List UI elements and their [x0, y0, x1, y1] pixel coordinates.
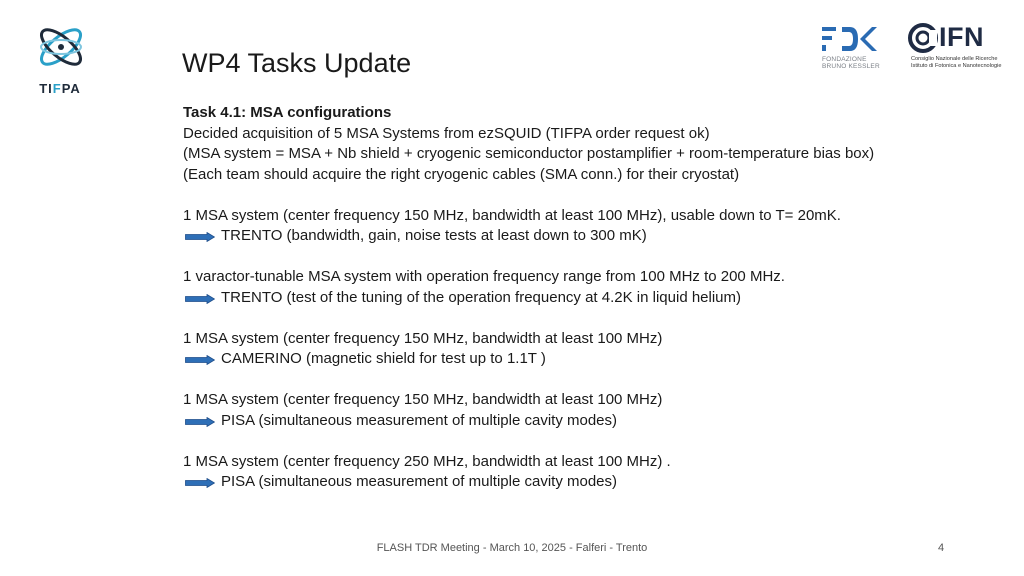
slide-footer: FLASH TDR Meeting - March 10, 2025 - Falferi - Trento	[376, 542, 648, 554]
page-number: 4	[938, 542, 945, 554]
cnr-emblem-icon	[907, 22, 939, 54]
blank-line	[183, 370, 983, 391]
right-arrow-icon	[185, 232, 215, 242]
system-item	[183, 452, 983, 493]
system-assignment	[183, 411, 983, 432]
system-assignment	[183, 226, 983, 247]
system-assignment	[183, 288, 983, 309]
right-arrow-icon	[185, 294, 215, 304]
fbk-mark-icon	[820, 24, 878, 54]
blank-line	[183, 185, 983, 206]
system-item	[183, 329, 983, 370]
slide-title: WP4 Tasks Update	[182, 48, 412, 78]
tifpa-wordmark: TIFPA	[39, 81, 81, 96]
system-assignment	[183, 472, 983, 493]
system-description: 1 MSA system (center frequency 250 MHz, bandwidth at least 100 MHz) .	[183, 452, 671, 470]
assignment-text: PISA (simultaneous measurement of multiple cavity modes)	[221, 411, 617, 429]
right-arrow-icon	[185, 417, 215, 427]
assignment-text: TRENTO (test of the tuning of the operation frequency at 4.2K in liquid helium)	[221, 288, 742, 306]
assignment-text: TRENTO (bandwidth, gain, noise tests at least down to 300 mK)	[221, 227, 647, 244]
system-description: 1 MSA system (center frequency 150 MHz, bandwidth at least 100 MHz), usable down to T= 20mK.	[183, 206, 841, 224]
tifpa-logo	[30, 18, 92, 100]
slide-content	[183, 103, 983, 493]
blank-line	[183, 247, 983, 268]
system-description: 1 varactor-tunable MSA system with operation frequency range from 100 MHz to 200 MHz.	[183, 268, 785, 285]
task-heading: Task 4.1: MSA configurations	[183, 104, 392, 121]
assignment-text: PISA (simultaneous measurement of multiple cavity modes)	[221, 473, 617, 490]
system-item	[183, 390, 983, 431]
system-assignment	[183, 349, 983, 370]
intro-line: (Each team should acquire the right cryogenic cables (SMA conn.) for their cryostat)	[183, 165, 740, 183]
blank-line	[183, 308, 983, 329]
right-arrow-icon	[185, 478, 215, 488]
intro-line: (MSA system = MSA + Nb shield + cryogenic semiconductor postamplifier + room-temperature bias box)	[183, 145, 875, 162]
fbk-logo	[820, 24, 882, 74]
right-arrow-icon	[185, 355, 215, 365]
assignment-text: CAMERINO (magnetic shield for test up to 1.1T )	[221, 350, 546, 367]
fbk-subtitle: FONDAZIONE BRUNO KESSLER	[822, 56, 880, 70]
system-item	[183, 267, 983, 308]
tifpa-emblem-icon	[34, 18, 88, 76]
system-description: 1 MSA system (center frequency 150 MHz, bandwidth at least 100 MHz)	[183, 391, 663, 408]
system-item	[183, 206, 983, 247]
cnr-ifn-logo	[905, 20, 1002, 70]
intro-line: Decided acquisition of 5 MSA Systems from ezSQUID (TIFPA order request ok)	[183, 124, 710, 142]
ifn-subtitle: Consiglio Nazionale delle Ricerche Istituto di Fotonica e Nanotecnologie	[911, 56, 1002, 69]
system-description: 1 MSA system (center frequency 150 MHz, bandwidth at least 100 MHz)	[183, 329, 663, 347]
blank-line	[183, 431, 983, 452]
ifn-wordmark: IFN	[939, 22, 984, 52]
